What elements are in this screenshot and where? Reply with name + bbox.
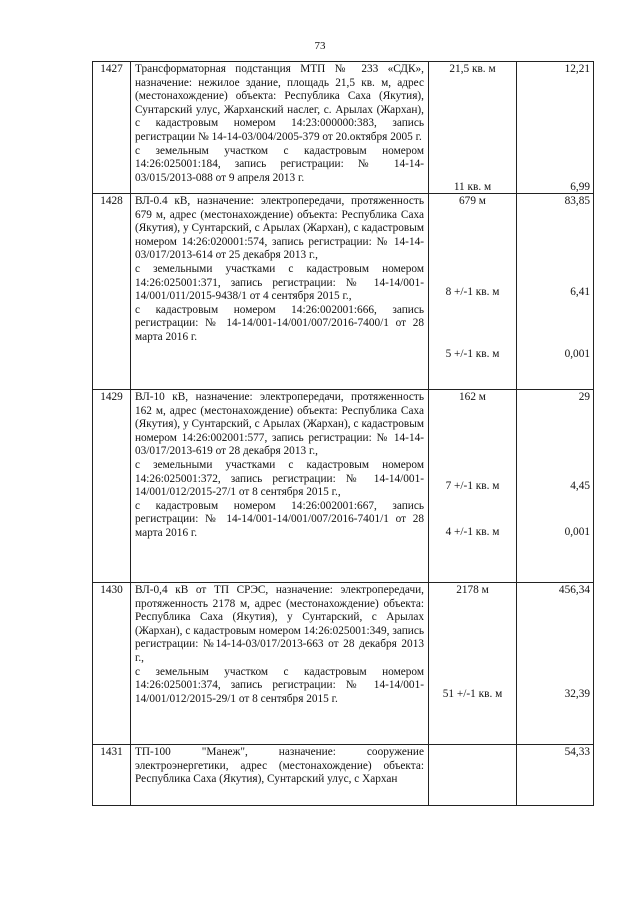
description-paragraph: с земельными участками с кадастровым номером 14:26:025001:372, запись регистрации: № 14-14/001-14/001/012/2015-27/1 от 8 сентября 2015 г., bbox=[135, 458, 424, 499]
area-value: 679 м bbox=[459, 195, 486, 207]
amount-value: 12,21 bbox=[564, 63, 590, 75]
value-cell bbox=[517, 390, 594, 583]
area-value: 5 +/-1 кв. м bbox=[445, 348, 500, 360]
area-cell bbox=[429, 62, 517, 194]
value-cell bbox=[517, 62, 594, 194]
description-paragraph: ВЛ-10 кВ, назначение: электропередачи, протяженность 162 м, адрес (местонахождение) объекта: Республика Саха (Якутия), у Сунтарский, с Арылах (Жархан), с кадастровым номером 14:26:002001:577, запись регистрации: № 14-14-03/017/2013-619 от 28 декабря 2013 г., bbox=[135, 391, 424, 458]
property-description bbox=[131, 745, 429, 806]
property-description bbox=[131, 583, 429, 745]
property-description bbox=[131, 194, 429, 390]
amount-value: 0,001 bbox=[564, 526, 590, 538]
amount-value: 29 bbox=[578, 391, 590, 403]
row-number: 1431 bbox=[93, 745, 131, 806]
table-row bbox=[93, 62, 594, 194]
area-value: 4 +/-1 кв. м bbox=[445, 526, 500, 538]
area-cell bbox=[429, 194, 517, 390]
description-paragraph: ВЛ-0.4 кВ, назначение: электропередачи, протяженность 679 м, адрес (местонахождение) объекта: Республика Саха (Якутия), у Сунтарский, с Арылах (Жархан), с кадастровым номером 14:26:020001:574, запись регистрации: № 14-14-03/017/2013-614 от 25 декабря 2013 г., bbox=[135, 195, 424, 262]
amount-value: 6,41 bbox=[570, 286, 590, 298]
area-cell bbox=[429, 390, 517, 583]
area-value: 11 кв. м bbox=[453, 181, 492, 193]
amount-value: 54,33 bbox=[564, 746, 590, 758]
description-paragraph: с кадастровым номером 14:26:002001:667, запись регистрации: № 14-14/001-14/001/007/2016-7401/1 от 28 марта 2016 г. bbox=[135, 499, 424, 539]
table-row bbox=[93, 745, 594, 806]
property-description bbox=[131, 62, 429, 194]
area-cell bbox=[429, 745, 517, 806]
table-row bbox=[93, 194, 594, 390]
row-number: 1430 bbox=[93, 583, 131, 745]
area-value: 2178 м bbox=[456, 584, 489, 596]
property-description bbox=[131, 390, 429, 583]
area-value: 162 м bbox=[459, 391, 486, 403]
property-registry-table bbox=[92, 61, 594, 806]
amount-value: 0,001 bbox=[564, 348, 590, 360]
value-cell bbox=[517, 583, 594, 745]
description-paragraph: с земельным участком с кадастровым номером 14:26:025001:184, запись регистрации: № 14-14-03/015/2013-088 от 9 апреля 2013 г. bbox=[135, 144, 424, 184]
row-number: 1427 bbox=[93, 62, 131, 194]
table-row bbox=[93, 390, 594, 583]
area-value: 21,5 кв. м bbox=[449, 63, 496, 75]
amount-value: 4,45 bbox=[570, 480, 590, 492]
table-row bbox=[93, 583, 594, 745]
description-paragraph: Трансформаторная подстанция МТП № 233 «СДК», назначение: нежилое здание, площадь 21,5 кв. м, адрес (местонахождение) объекта: Республика Саха (Якутия), Сунтарский улус, Жарханский наслег, с. Арылах (Жархан), с кадастровым номером 14:23:000000:383, запись регистрации № 14-14-03/004/2005-379 от 20.октября 2005 г. bbox=[135, 63, 424, 143]
amount-value: 6,99 bbox=[570, 181, 590, 193]
value-cell bbox=[517, 745, 594, 806]
amount-value: 83,85 bbox=[564, 195, 590, 207]
row-number: 1429 bbox=[93, 390, 131, 583]
description-paragraph: ВЛ-0,4 кВ от ТП СРЭС, назначение: электропередачи, протяженность 2178 м, адрес (местонахождение) объекта: Республика Саха (Якутия), у Сунтарский, с Арылах (Жархан), с кадастровым номером 14:26:025001:349, запись регистрации: №14-14-03/017/2013-663 от 28 декабря 2013 г., bbox=[135, 584, 424, 664]
description-paragraph: с земельными участками с кадастровым номером 14:26:025001:371, запись регистрации: № 14-14/001-14/001/011/2015-9438/1 от 4 сентября 2015 г., bbox=[135, 262, 424, 303]
area-cell bbox=[429, 583, 517, 745]
description-paragraph: с кадастровым номером 14:26:002001:666, запись регистрации: № 14-14/001-14/001/007/2016-7400/1 от 28 марта 2016 г. bbox=[135, 303, 424, 343]
area-value: 7 +/-1 кв. м bbox=[445, 480, 500, 492]
page-number: 73 bbox=[314, 40, 326, 52]
area-value: 8 +/-1 кв. м bbox=[445, 286, 500, 298]
value-cell bbox=[517, 194, 594, 390]
description-paragraph: ТП-100 "Манеж", назначение: сооружение электроэнергетики, адрес (местонахождение) объекта: Республика Саха (Якутия), Сунтарский улус, с Хархан bbox=[135, 746, 424, 786]
row-number: 1428 bbox=[93, 194, 131, 390]
description-paragraph: с земельным участком с кадастровым номером 14:26:025001:374, запись регистрации: № 14-14/001-14/001/012/2015-29/1 от 8 сентября 2015 г. bbox=[135, 665, 424, 705]
area-value: 51 +/-1 кв. м bbox=[442, 688, 503, 700]
amount-value: 456,34 bbox=[558, 584, 590, 596]
amount-value: 32,39 bbox=[564, 688, 590, 700]
